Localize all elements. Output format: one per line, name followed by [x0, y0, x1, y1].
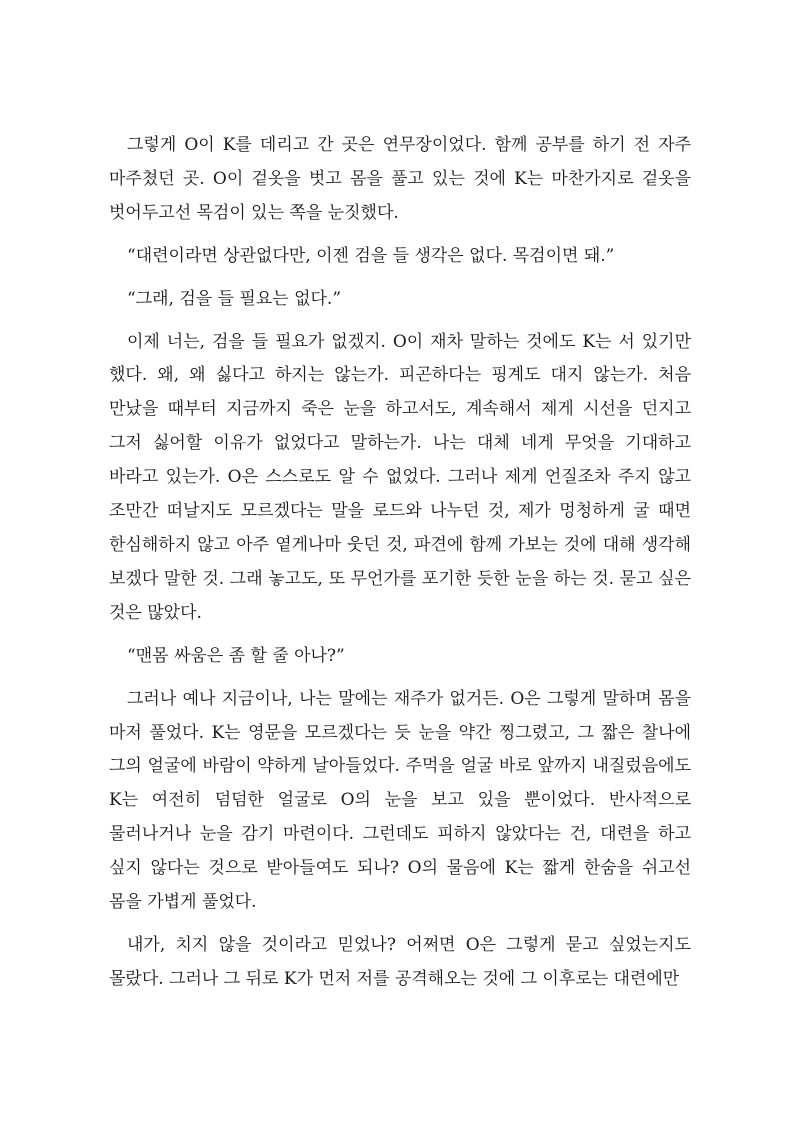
paragraph: 이제 너는, 검을 들 필요가 없겠지. O이 재차 말하는 것에도 K는 서 있기만 했다. 왜, 왜 싫다고 하지는 않는가. 피곤하다는 핑계도 대지 않는가. 처음 만났을 때부터 지금까지 죽은 눈을 하고서도, 계속해서 제게 시선을 던지고 그저 싫어할 이유가 없었다고 말하는가. 나는 대체 네게 무엇을 기대하고 바라고 있는가. O은 스스로도 알 수 없었다. 그러나 제게 언질조차 주지 않고 조만간 떠날지도 모르겠다는 말을 로드와 나누던 것, 제가 멍청하게 굴 때면 한심해하지 않고 아주 옅게나마 웃던 것, 파견에 함께 가보는 것에 대해 생각해 보겠다 말한 것. 그래 놓고도, 또 무언가를 포기한 듯한 눈을 하는 것. 묻고 싶은 것은 많았다. — [109, 331, 691, 623]
paragraph: 그렇게 O이 K를 데리고 간 곳은 연무장이었다. 함께 공부를 하기 전 자주 마주쳤던 곳. O이 겉옷을 벗고 몸을 풀고 있는 것에 K는 마찬가지로 겉옷을 벗어두고선 목검이 있는 쪽을 눈짓했다. — [109, 135, 691, 223]
dialogue-paragraph: “그래, 검을 들 필요는 없다.” — [127, 288, 342, 309]
dialogue-paragraph: “대련이라면 상관없다만, 이젠 검을 들 생각은 없다. 목검이면 돼.” — [127, 245, 615, 266]
body-text — [109, 129, 691, 1006]
paragraph: 내가, 치지 않을 것이라고 믿었나? 어쩌면 O은 그렇게 묻고 싶었는지도 몰랐다. 그러나 그 뒤로 K가 먼저 저를 공격해오는 것에 그 이후로는 대련에만 — [109, 934, 691, 989]
dialogue-paragraph: “맨몸 싸움은 좀 할 줄 아나?” — [127, 645, 345, 666]
paragraph: 그러나 예나 지금이나, 나는 말에는 재주가 없거든. O은 그렇게 말하며 몸을 마저 풀었다. K는 영문을 모르겠다는 듯 눈을 약간 찡그렸고, 그 짧은 찰나에 그의 얼굴에 바람이 약하게 날아들었다. 주먹을 얼굴 바로 앞까지 내질렀음에도 K는 여전히 덤덤한 얼굴로 O의 눈을 보고 있을 뿐이었다. 반사적으로 물러나거나 눈을 감기 마련이다. 그런데도 피하지 않았다는 건, 대련을 하고 싶지 않다는 것으로 받아들여도 되나? O의 물음에 K는 짧게 한숨을 쉬고선 몸을 가볍게 풀었다. — [109, 688, 691, 913]
